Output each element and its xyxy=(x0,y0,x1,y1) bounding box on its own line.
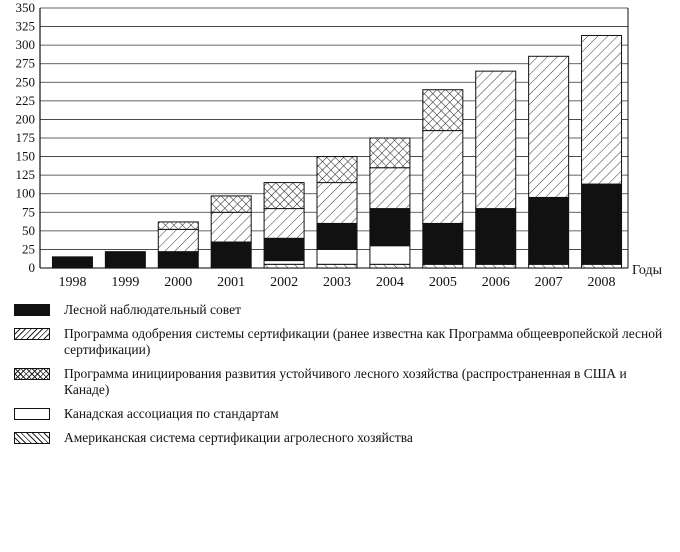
x-tick-label: 2006 xyxy=(481,275,510,290)
y-tick-label: 0 xyxy=(28,260,35,275)
bar-segment xyxy=(317,249,357,264)
x-tick-label: 2008 xyxy=(587,275,616,290)
legend-swatch xyxy=(14,304,50,316)
bar-segment xyxy=(582,184,622,264)
bar-segment xyxy=(105,252,145,268)
bar-segment xyxy=(370,264,410,268)
bar-segment xyxy=(317,157,357,183)
legend-item xyxy=(14,326,674,358)
y-tick-label: 300 xyxy=(15,37,35,53)
y-tick-label: 25 xyxy=(22,241,35,257)
bar-segment xyxy=(476,71,516,208)
y-tick-label: 250 xyxy=(15,74,35,90)
legend-label: Лесной наблюдательный совет xyxy=(64,302,241,317)
bar-segment xyxy=(317,183,357,224)
legend-label: Программа инициирования развития устойчивого лесного хозяйства (распространенная в США и Канаде) xyxy=(64,366,627,397)
legend-swatch xyxy=(14,328,50,340)
legend-item xyxy=(14,406,674,422)
bar-segment xyxy=(476,264,516,268)
y-tick-label: 200 xyxy=(15,111,35,127)
x-tick-label: 1998 xyxy=(58,275,87,290)
bar-segment xyxy=(211,242,251,268)
legend-item xyxy=(14,302,674,318)
bar-segment xyxy=(582,264,622,268)
bar-segment xyxy=(211,196,251,212)
bar-segment xyxy=(423,223,463,264)
bar-segment xyxy=(317,264,357,268)
legend-item xyxy=(14,430,674,446)
bar-segment xyxy=(529,264,569,268)
bar-segment xyxy=(158,252,198,268)
x-tick-label: 2001 xyxy=(217,275,246,290)
y-tick-label: 225 xyxy=(15,92,35,108)
x-tick-label: 2004 xyxy=(375,275,404,290)
bar-segment xyxy=(211,212,251,242)
chart-legend xyxy=(14,302,674,454)
y-tick-label: 150 xyxy=(15,148,35,164)
legend-label: Программа одобрения системы сертификации (ранее известна как Программа общеевропейской лесной сертификации) xyxy=(64,326,663,357)
x-tick-label: 1999 xyxy=(111,275,140,290)
bar-segment xyxy=(476,209,516,265)
y-tick-label: 325 xyxy=(15,18,35,34)
bar-segment xyxy=(529,197,569,264)
legend-label: Американская система сертификации агролесного хозяйства xyxy=(64,430,413,445)
bar-segment xyxy=(423,264,463,268)
bar-segment xyxy=(370,209,410,246)
bar-segment xyxy=(317,223,357,249)
x-tick-label: 2007 xyxy=(534,275,563,290)
legend-swatch xyxy=(14,432,50,444)
bar-segment xyxy=(52,257,92,268)
bar-segment xyxy=(264,264,304,268)
y-tick-label: 75 xyxy=(22,204,35,220)
y-tick-label: 125 xyxy=(15,167,35,183)
legend-swatch xyxy=(14,368,50,380)
legend-swatch xyxy=(14,408,50,420)
bar-segment xyxy=(264,209,304,239)
y-tick-label: 275 xyxy=(15,55,35,71)
bar-segment xyxy=(370,246,410,265)
x-tick-label: 2002 xyxy=(270,275,299,290)
x-tick-label: 2003 xyxy=(323,275,351,290)
bar-segment xyxy=(370,138,410,168)
bar-segment xyxy=(264,183,304,209)
y-tick-label: 50 xyxy=(22,222,35,238)
bar-segment xyxy=(582,35,622,184)
x-tick-label: 2005 xyxy=(428,275,457,290)
bar-segment xyxy=(158,229,198,251)
bar-segment xyxy=(529,56,569,197)
bar-segment xyxy=(370,168,410,209)
bar-segment xyxy=(264,238,304,260)
y-tick-label: 175 xyxy=(15,130,35,145)
x-tick-label: 2000 xyxy=(164,275,193,290)
x-axis-label: Годы xyxy=(632,263,662,278)
bar-segment xyxy=(158,222,198,229)
bar-segment xyxy=(423,90,463,131)
y-tick-label: 100 xyxy=(15,185,35,201)
y-tick-label: 350 xyxy=(15,0,35,15)
bar-segment xyxy=(423,131,463,224)
legend-item xyxy=(14,366,674,398)
legend-label: Канадская ассоциация по стандартам xyxy=(64,406,279,421)
bar-segment xyxy=(264,261,304,265)
